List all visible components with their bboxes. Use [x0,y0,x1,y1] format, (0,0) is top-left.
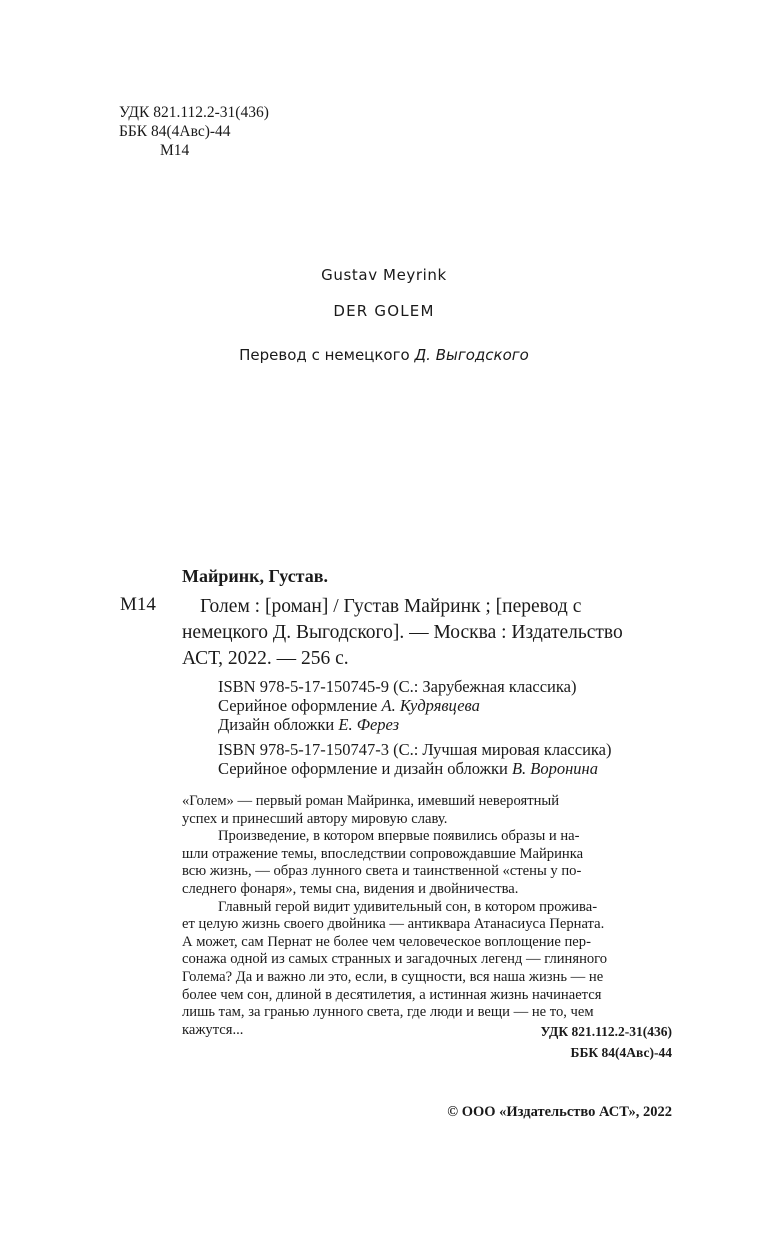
udk-code-top: УДК 821.112.2-31(436) [119,104,269,121]
catalog-description-line: Голем : [роман] / Густав Майринк ; [перевод с [200,596,582,617]
annotation-line: ет целую жизнь своего двойника — антиквара Атанасиуса Перната. [182,916,605,932]
design-credit-2 [218,759,598,778]
annotation-line: следнего фонаря», темы сна, видения и двойничества. [182,881,519,897]
annotation-line: Голема? Да и важно ли это, если, в сущности, вся наша жизнь — не [182,969,604,985]
annotation-line: «Голем» — первый роман Майринка, имевший невероятный [182,793,560,809]
bbk-code-top: ББК 84(4Авс)-44 [119,123,231,140]
annotation-line: А может, сам Пернат не более чем человеческое воплощение пер- [182,934,591,950]
annotation-line: Главный герой видит удивительный сон, в котором прожива- [218,899,598,915]
bbk-code-bottom: ББК 84(4Авс)-44 [570,1045,672,1060]
designer-name-2: В. Воронина [511,759,598,778]
series-designer-name: А. Кудрявцева [381,696,480,715]
series-design-label: Серийное оформление [218,696,378,715]
annotation-line: успех и принесший автору мировую славу. [182,811,448,827]
original-title: DER GOLEM [333,302,435,320]
isbn-2: ISBN 978-5-17-150747-3 (С.: Лучшая мировая классика) [218,740,612,759]
annotation-line: Произведение, в котором впервые появились образы и на- [218,828,580,844]
annotation-line: шли отражение темы, впоследствии сопровождавшие Майринка [182,846,584,862]
cover-design-label: Дизайн обложки [218,715,335,734]
translation-credit [0,346,768,364]
catalog-author-mark: М14 [120,594,156,615]
catalog-author-heading: Майринк, Густав. [182,566,328,586]
annotation-line: всю жизнь, — образ лунного света и таинственной «стены у по- [182,863,582,879]
cover-design-credit [218,715,399,734]
annotation-line: более чем сон, длиной в десятилетия, а истинная жизнь начинается [182,987,602,1003]
translator-name: Д. Выгодского [414,346,529,364]
isbn-1: ISBN 978-5-17-150745-9 (С.: Зарубежная классика) [218,677,577,696]
catalog-description-line: АСТ, 2022. — 256 с. [182,648,349,669]
copyright-notice: © ООО «Издательство АСТ», 2022 [447,1104,672,1120]
udk-code-bottom: УДК 821.112.2-31(436) [540,1024,672,1039]
catalog-description-line: немецкого Д. Выгодского]. — Москва : Издательство [182,622,623,643]
annotation-line: кажутся... [182,1022,244,1038]
annotation-line: лишь там, за гранью лунного света, где люди и вещи — не то, чем [182,1004,594,1020]
author-mark-top: М14 [160,142,190,159]
cover-designer-name: Е. Ферез [338,715,400,734]
design-label-2: Серийное оформление и дизайн обложки [218,759,508,778]
original-author: Gustav Meyrink [321,266,447,284]
series-design-credit [218,696,480,715]
annotation-line: сонажа одной из самых странных и загадочных легенд — глиняного [182,951,608,967]
translation-prefix: Перевод с немецкого [239,346,410,364]
